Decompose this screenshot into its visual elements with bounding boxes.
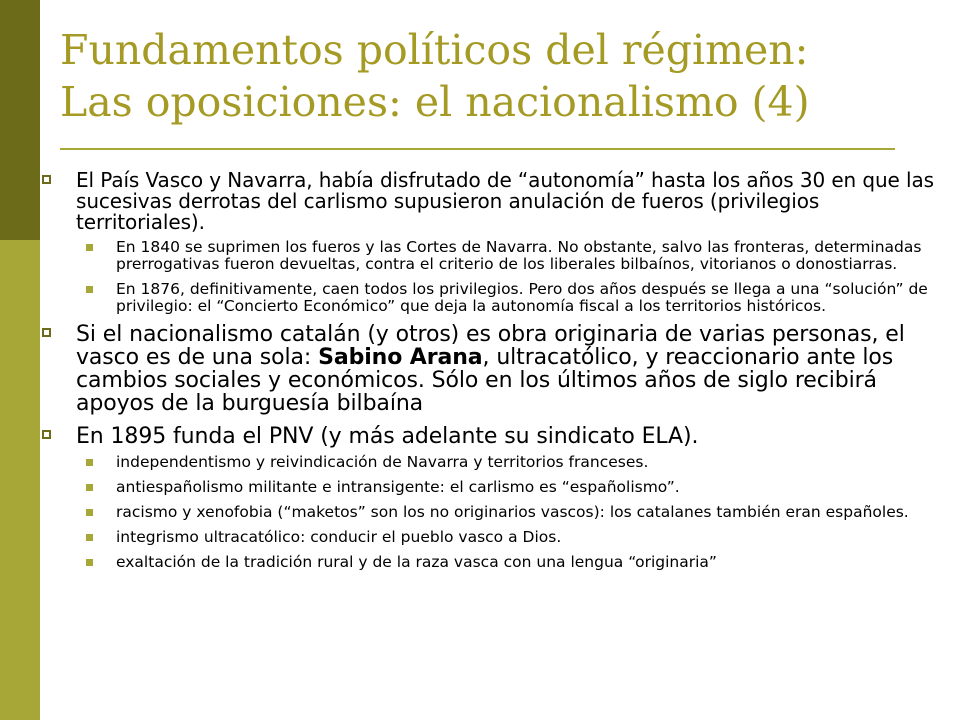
filled-square-bullet-icon bbox=[86, 244, 93, 251]
filled-square-bullet-icon bbox=[86, 484, 93, 491]
filled-square-bullet-icon bbox=[86, 286, 93, 293]
slide-body bbox=[62, 170, 942, 579]
bullet-text: En 1895 funda el PNV (y más adelante su sindicato ELA). bbox=[76, 424, 699, 449]
slide-sidebar bbox=[0, 0, 40, 720]
sub-bullet-antiespanolismo bbox=[62, 479, 942, 496]
sub-bullet-integrismo bbox=[62, 529, 942, 546]
bullet-text-post: , ultracatólico, y reaccionario ante los cambios sociales y económicos. Sólo en los últimos años de siglo recibirá apoyos de la burguesía bilbaína bbox=[76, 345, 894, 416]
sidebar-light-band bbox=[0, 240, 40, 720]
bullet-text-bold: Sabino Arana bbox=[318, 345, 483, 370]
sub-bullet-1876 bbox=[62, 281, 942, 315]
square-bullet-icon bbox=[42, 175, 51, 184]
sub-bullet-text: integrismo ultracatólico: conducir el pueblo vasco a Dios. bbox=[116, 528, 562, 546]
sub-bullet-1840 bbox=[62, 239, 942, 273]
bullet-text bbox=[76, 323, 942, 415]
square-bullet-icon bbox=[42, 430, 51, 439]
title-line-2: Las oposiciones: el nacionalismo (4) bbox=[60, 78, 810, 126]
title-divider bbox=[60, 148, 895, 150]
sub-bullet-text: En 1876, definitivamente, caen todos los privilegios. Pero dos años después se llega a una “solución” de privilegio: el “Concierto Económico” que deja la autonomía fiscal a los territorios históricos. bbox=[116, 280, 928, 315]
bullet-text-pre: Si el nacionalismo catalán (y otros) es obra originaria de varias personas, el vasco es de una sola: bbox=[76, 322, 905, 370]
bullet-text: El País Vasco y Navarra, había disfrutado de “autonomía” hasta los años 30 en que las sucesivas derrotas del carlismo supusieron anulación de fueros (privilegios territoriales). bbox=[76, 168, 934, 234]
bullet-pnv bbox=[62, 425, 942, 448]
filled-square-bullet-icon bbox=[86, 459, 93, 466]
slide-title bbox=[60, 24, 940, 128]
bullet-sabino-arana bbox=[62, 323, 942, 415]
bullet-pais-vasco bbox=[62, 170, 942, 233]
filled-square-bullet-icon bbox=[86, 509, 93, 516]
sub-bullet-racismo bbox=[62, 504, 942, 521]
filled-square-bullet-icon bbox=[86, 559, 93, 566]
sub-bullet-text: independentismo y reivindicación de Navarra y territorios franceses. bbox=[116, 453, 649, 471]
sub-bullet-exaltacion bbox=[62, 554, 942, 571]
title-line-1: Fundamentos políticos del régimen: bbox=[60, 26, 809, 74]
filled-square-bullet-icon bbox=[86, 534, 93, 541]
sub-bullet-text: En 1840 se suprimen los fueros y las Cortes de Navarra. No obstante, salvo las fronteras, determinadas prerrogativas fueron devueltas, contra el criterio de los liberales bilbaínos, vitorianos o donostiarras. bbox=[116, 238, 922, 273]
sub-bullet-independentismo bbox=[62, 454, 942, 471]
sub-bullet-text: antiespañolismo militante e intransigente: el carlismo es “españolismo”. bbox=[116, 478, 680, 496]
sub-bullet-text: exaltación de la tradición rural y de la raza vasca con una lengua “originaria” bbox=[116, 553, 717, 571]
sub-bullet-text: racismo y xenofobia (“maketos” son los no originarios vascos): los catalanes también eran españoles. bbox=[116, 503, 909, 521]
square-bullet-icon bbox=[42, 328, 51, 337]
sidebar-dark-band bbox=[0, 0, 40, 240]
